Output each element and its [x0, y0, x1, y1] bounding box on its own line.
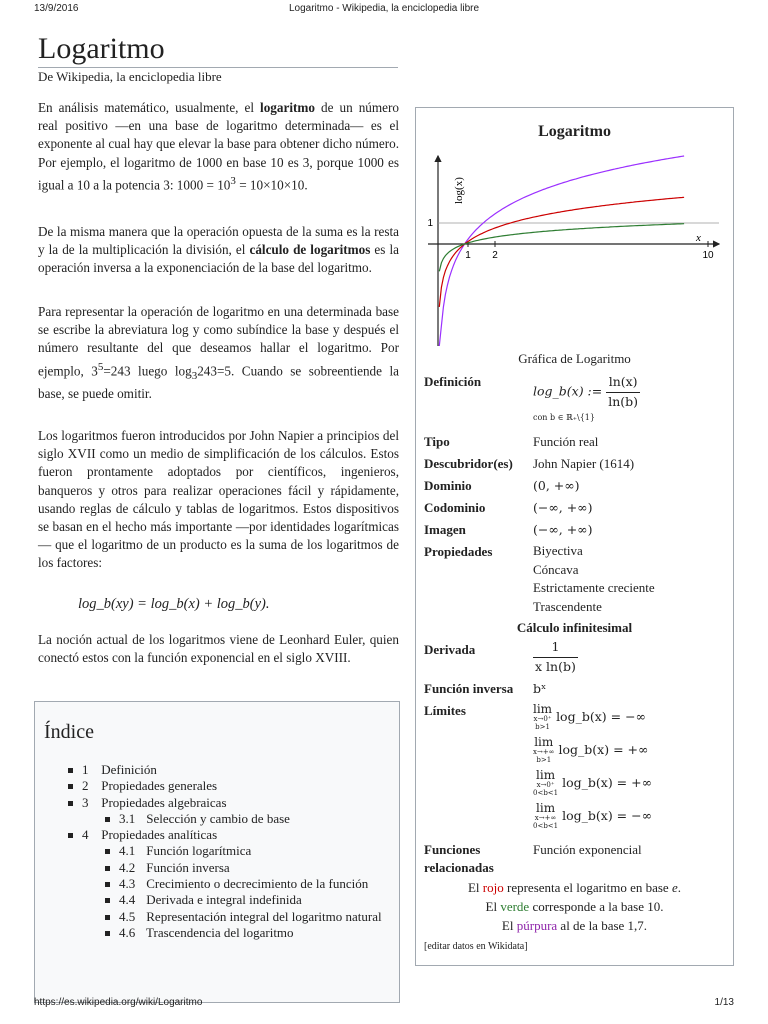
plot-tick-label-1: 1	[465, 250, 471, 261]
toc-label: Derivada e integral indefinida	[146, 892, 302, 908]
plot-tick-label-10: 10	[702, 250, 714, 261]
toc-item[interactable]	[35, 925, 399, 941]
toc-item[interactable]	[35, 778, 399, 794]
label-funcion-inversa: Función inversa	[424, 681, 514, 696]
value-relacionadas[interactable]: Función exponencial	[533, 842, 642, 857]
limit-row: lim x→0⁺ 0<b<1 log_b(x) = +∞	[533, 768, 653, 797]
calculo-heading: Cálculo infinitesimal	[516, 620, 633, 635]
limit-row: lim x→+∞ 0<b<1 log_b(x) = −∞	[533, 801, 653, 830]
toc-label: Función inversa	[146, 859, 230, 875]
label-limites: Límites	[424, 703, 466, 718]
toc-label: Crecimiento o decrecimiento de la función	[146, 876, 369, 892]
value-derivada: $\frac{1}{\text{x ln(b)}}$	[535, 639, 576, 674]
label-derivada: Derivada	[424, 642, 476, 657]
plot-curve-red	[439, 197, 684, 307]
toc-number: 1	[82, 762, 89, 777]
value-codominio: (−∞, +∞)	[533, 500, 593, 515]
plot-xlabel: x	[696, 232, 701, 244]
toc-number: 3	[82, 794, 89, 810]
toc-bullet	[105, 931, 110, 936]
toc-number: 4	[82, 827, 89, 843]
toc-label: Definición	[101, 762, 157, 777]
toc-item[interactable]	[35, 892, 399, 908]
note-red-word: rojo	[482, 880, 504, 895]
toc-bullet	[105, 882, 110, 887]
toc-label: Propiedades analíticas	[101, 827, 218, 843]
value-dominio: (0, +∞)	[533, 478, 580, 493]
toc-item[interactable]	[35, 909, 399, 925]
label-definicion: Definición	[424, 374, 482, 389]
page-subtitle: De Wikipedia, la enciclopedia libre	[38, 69, 222, 84]
limit-row: lim x→0⁺ b>1 log_b(x) = −∞	[533, 702, 646, 731]
log-plot	[416, 108, 733, 348]
toc-number: 3.1	[119, 810, 136, 826]
toc-number: 4.6	[119, 924, 136, 940]
toc-item[interactable]	[35, 843, 399, 859]
toc-label: Selección y cambio de base	[146, 810, 290, 826]
toc-number: 4.2	[119, 859, 136, 875]
toc-bullet	[68, 784, 73, 789]
toc-list	[35, 762, 399, 941]
toc-number: 4.5	[119, 908, 136, 924]
toc-bullet	[68, 801, 73, 806]
label-relacionadas: Funciones relacionadas	[424, 842, 494, 875]
title-divider	[38, 67, 398, 68]
toc-item[interactable]	[35, 827, 399, 843]
limit-row: lim x→+∞ b>1 log_b(x) = +∞	[533, 735, 649, 764]
toc-label: Propiedades algebraicas	[101, 794, 227, 810]
toc-item[interactable]	[35, 795, 399, 811]
note-red: El rojo representa el logaritmo en base e.	[467, 880, 681, 895]
toc-bullet	[68, 768, 73, 773]
toc-item[interactable]	[35, 762, 399, 778]
label-codominio: Codominio	[424, 500, 486, 515]
toc-item[interactable]	[35, 876, 399, 892]
toc-bullet	[105, 817, 110, 822]
value-imagen: (−∞, +∞)	[533, 522, 593, 537]
paragraph-inverse: De la misma manera que la operación opuesta de la suma es la resta y la de la multiplicación la división, el cálculo de logaritmos es la operación inversa a la exponenciación de la base del logaritmo.	[38, 224, 399, 276]
print-header-title: Logaritmo - Wikipedia, la enciclopedia libre	[288, 3, 480, 14]
infobox	[415, 107, 734, 966]
plot-tick-label-2: 2	[492, 250, 498, 261]
toc-heading: Índice	[44, 721, 94, 743]
value-limites	[533, 704, 652, 836]
value-tipo[interactable]: Función real	[533, 434, 599, 449]
label-tipo: Tipo	[424, 434, 450, 449]
prop-creciente[interactable]: Estrictamente creciente	[533, 580, 655, 596]
label-descubridor: Descubridor(es)	[424, 456, 513, 471]
prop-biyectiva[interactable]: Biyectiva	[533, 543, 583, 558]
plot-ytick-label-1: 1	[427, 218, 433, 229]
table-of-contents	[34, 701, 400, 1003]
toc-label: Función logarítmica	[146, 843, 252, 859]
prop-concava[interactable]: Cóncava	[533, 561, 579, 577]
toc-item[interactable]	[35, 860, 399, 876]
toc-bullet	[105, 915, 110, 920]
print-footer-url: https://es.wikipedia.org/wiki/Logaritmo	[34, 997, 203, 1008]
toc-bullet	[105, 866, 110, 871]
value-definicion: log_b(x) := $\frac{\ln(x)}{\ln(b)}$ con b ∈ ℝ₊\{1}	[533, 374, 639, 423]
toc-bullet	[105, 849, 110, 854]
toc-label: Propiedades generales	[101, 778, 218, 794]
note-green-word: verde	[500, 899, 530, 914]
label-dominio: Dominio	[424, 478, 472, 493]
plot-ylabel: log(x)	[453, 177, 465, 204]
toc-bullet	[68, 833, 73, 838]
value-descubridor[interactable]: John Napier (1614)	[533, 456, 635, 471]
plot-curve-green	[439, 224, 684, 272]
paragraph-history: Los logaritmos fueron introducidos por John Napier a principios del siglo XVII como un medio de simplificación de los cálculos. Estos fueron prontamente adoptados por científicos, ingenieros, banqueros y otros para realizar operaciones fácil y rápidamente, usando reglas de cálculo y tablas de logaritmos. Estos dispositivos se basan en el hecho más importante —por identidades logarítmicas— que el logaritmo de un producto es la suma de los logaritmos de los factores:	[38, 428, 399, 571]
plot-curve-purple	[439, 156, 684, 346]
value-propiedades	[533, 542, 655, 616]
note-purple-word: púrpura	[516, 918, 558, 933]
prop-trascendente[interactable]: Trascendente	[533, 598, 602, 614]
logaritmo-link[interactable]: logaritmo	[260, 100, 315, 115]
calculo-logaritmos-link[interactable]: cálculo de logaritmos	[249, 242, 371, 258]
print-date: 13/9/2016	[34, 3, 79, 14]
toc-item[interactable]	[35, 811, 399, 827]
label-imagen: Imagen	[424, 522, 466, 537]
infobox-title: Logaritmo	[538, 123, 611, 140]
toc-label: Trascendencia del logaritmo	[146, 924, 294, 940]
toc-number: 4.3	[119, 876, 136, 892]
plot-caption: Gráfica de Logaritmo	[518, 351, 631, 366]
toc-number: 4.4	[119, 892, 136, 908]
print-footer-page: 1/13	[714, 997, 734, 1008]
toc-label: Representación integral del logaritmo natural	[146, 908, 382, 924]
toc-number: 2	[82, 778, 89, 794]
toc-bullet	[105, 898, 110, 903]
label-propiedades: Propiedades	[424, 544, 493, 559]
note-green: El verde corresponde a la base 10.	[485, 899, 664, 914]
page-title: Logaritmo	[38, 32, 165, 65]
paragraph-notation: Para representar la operación de logaritmo en una determinada base se escribe la abreviatura log y como subíndice la base y después el número resultante del que deseamos hallar el logaritmo. Por ejemplo, $3^5=243$ luego $\log_3243=5$. Cuando se sobreentiende la base, se puede omitir.	[38, 304, 400, 401]
paragraph-euler: La noción actual de los logaritmos viene de Leonhard Euler, quien conectó estos con la función exponencial en el siglo XVIII.	[38, 632, 399, 666]
toc-number: 4.1	[119, 843, 136, 859]
note-purple: El púrpura al de la base 1,7.	[501, 918, 648, 933]
product-rule-formula: log_b(xy) = log_b(x) + log_b(y).	[78, 596, 270, 612]
value-funcion-inversa: bˣ	[533, 681, 547, 696]
edit-wikidata-link[interactable]: [editar datos en Wikidata]	[424, 941, 528, 952]
paragraph-intro: En análisis matemático, usualmente, el logaritmo de un número real positivo —en una base de logaritmo determinada— es el exponente al cual hay que elevar la base para obtener dicho número. Por ejemplo, el logaritmo de 1000 en base 10 es 3, porque 1000 es igual a 10 a la potencia 3: $1000 = 10^3 = 10\times 10\times 10$.	[38, 100, 399, 193]
